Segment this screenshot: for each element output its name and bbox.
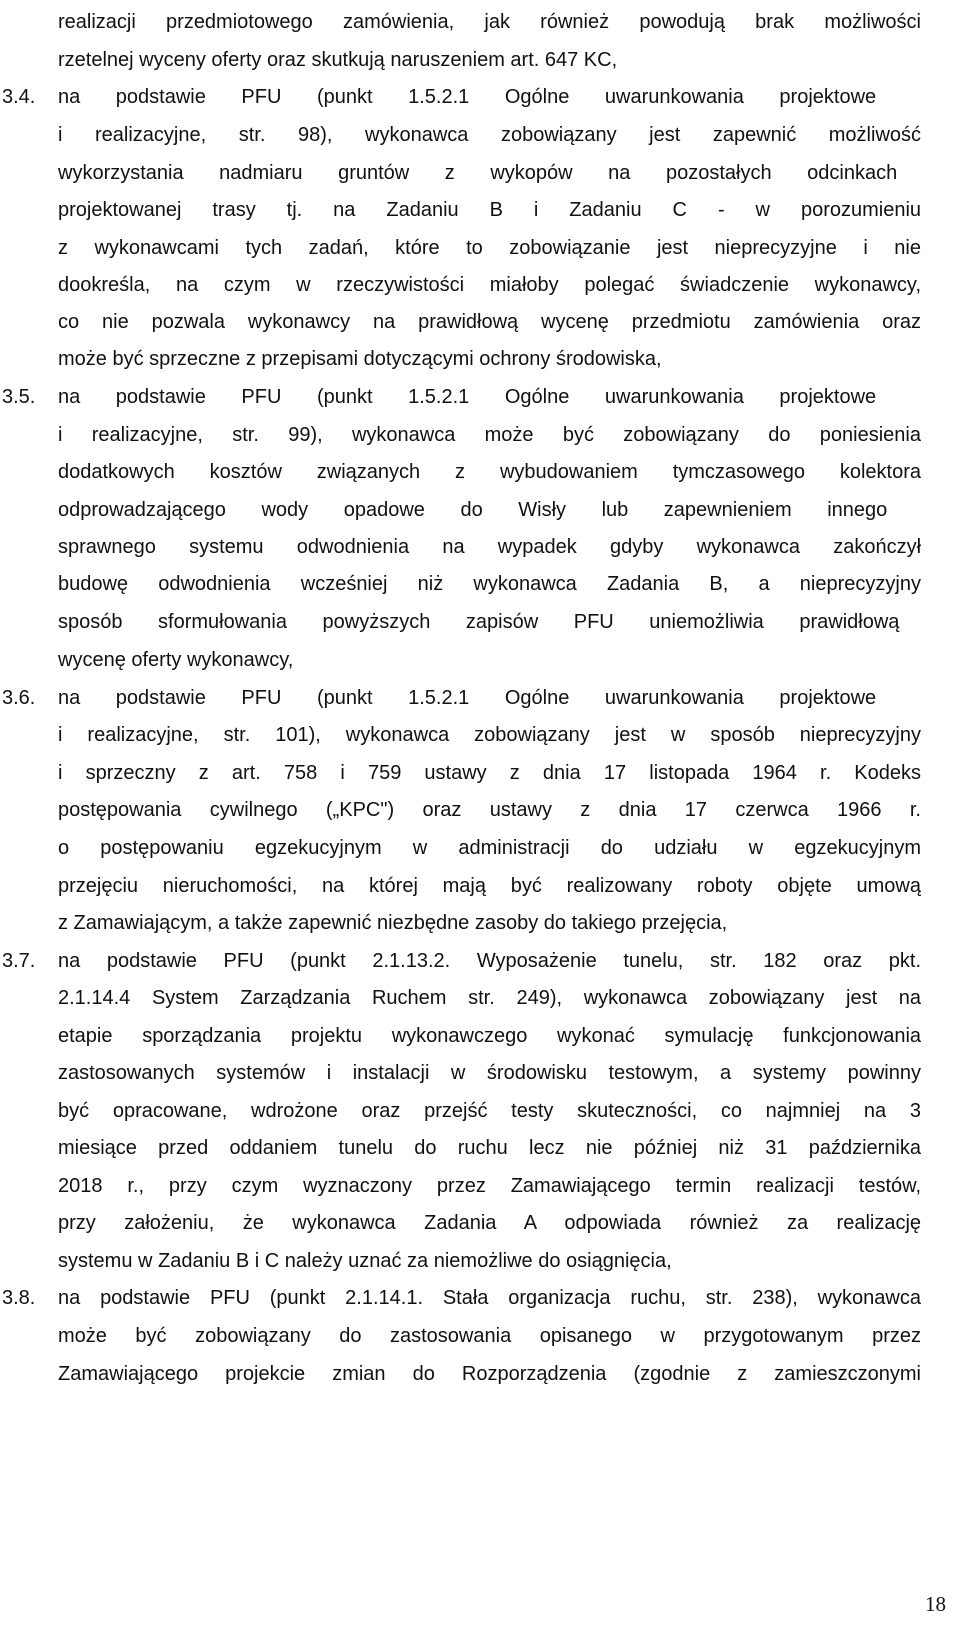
line-text: na podstawie PFU (punkt 2.1.14.1. Stała organizacja ruchu, str. 238), wykonawca [58, 1287, 921, 1309]
text-line [0, 753, 960, 793]
text-line [0, 866, 960, 906]
line-text: o postępowaniu egzekucyjnym w administracji do udziału w egzekucyjnym [58, 837, 921, 859]
text-line [0, 564, 960, 604]
text-line [0, 115, 960, 155]
text-line [0, 828, 960, 868]
line-text: zastosowanych systemów i instalacji w środowisku testowym, a systemy powinny [58, 1062, 921, 1084]
line-text: realizacji przedmiotowego zamówienia, jak również powodują brak możliwości [58, 11, 921, 33]
text-line [0, 602, 960, 642]
text-line [0, 1128, 960, 1168]
line-text: wykorzystania nadmiaru gruntów z wykopów na pozostałych odcinkach [58, 162, 898, 184]
text-line [0, 77, 960, 117]
text-line [0, 1278, 960, 1318]
line-text: Zamawiającego projekcie zmian do Rozporządzenia (zgodnie z zamieszczonymi [58, 1363, 921, 1385]
line-text: może być zobowiązany do zastosowania opisanego w przygotowanym przez [58, 1325, 922, 1347]
text-line [0, 640, 960, 680]
line-text: z wykonawcami tych zadań, które to zobowiązanie jest nieprecyzyjne i nie [58, 237, 921, 259]
line-text: sprawnego systemu odwodnienia na wypadek gdyby wykonawca zakończył [58, 536, 922, 558]
text-line [0, 377, 960, 417]
text-line [0, 1203, 960, 1243]
text-line [0, 302, 960, 342]
text-line [0, 1354, 960, 1394]
text-line [0, 452, 960, 492]
line-text: na podstawie PFU (punkt 1.5.2.1 Ogólne uwarunkowania projektowe [58, 687, 877, 709]
line-text: projektowanej trasy tj. na Zadaniu B i Zadaniu C - w porozumieniu [58, 199, 922, 221]
text-line [0, 339, 960, 379]
page-number: 18 [925, 1592, 946, 1616]
line-text: odprowadzającego wody opadowe do Wisły lub zapewnieniem innego [58, 499, 888, 521]
item-number: 3.6. [2, 687, 36, 709]
line-text: może być sprzeczne z przepisami dotyczącymi ochrony środowiska, [58, 348, 662, 370]
text-line [0, 715, 960, 755]
text-line [0, 190, 960, 230]
line-text: i realizacyjne, str. 101), wykonawca zobowiązany jest w sposób nieprecyzyjny [58, 724, 921, 746]
line-text: przy założeniu, że wykonawca Zadania A odpowiada również za realizację [58, 1212, 922, 1234]
line-text: na podstawie PFU (punkt 2.1.13.2. Wyposażenie tunelu, str. 182 oraz pkt. [58, 950, 922, 972]
text-line [0, 490, 960, 530]
item-number: 3.5. [2, 386, 36, 408]
line-text: przejęciu nieruchomości, na której mają być realizowany roboty objęte umową [58, 875, 921, 897]
line-text: dookreśla, na czym w rzeczywistości miałoby polegać świadczenie wykonawcy, [58, 274, 921, 296]
line-text: miesiące przed oddaniem tunelu do ruchu lecz nie później niż 31 października [58, 1137, 921, 1159]
text-line [0, 527, 960, 567]
line-text: budowę odwodnienia wcześniej niż wykonawca Zadania B, a nieprecyzyjny [58, 573, 921, 595]
line-text: być opracowane, wdrożone oraz przejść testy skuteczności, co najmniej na 3 [58, 1100, 921, 1122]
text-line [0, 903, 960, 943]
text-line [0, 40, 960, 80]
line-text: rzetelnej wyceny oferty oraz skutkują naruszeniem art. 647 KC, [58, 49, 618, 71]
item-number: 3.7. [2, 950, 36, 972]
line-text: wycenę oferty wykonawcy, [58, 649, 294, 671]
line-text: etapie sporządzania projektu wykonawczego wykonać symulację funkcjonowania [58, 1025, 922, 1047]
text-line [0, 1091, 960, 1131]
text-line [0, 1053, 960, 1093]
line-text: i realizacyjne, str. 98), wykonawca zobowiązany jest zapewnić możliwość [58, 124, 922, 146]
text-line [0, 978, 960, 1018]
line-text: i realizacyjne, str. 99), wykonawca może być zobowiązany do poniesienia [58, 424, 921, 446]
line-text: na podstawie PFU (punkt 1.5.2.1 Ogólne uwarunkowania projektowe [58, 86, 877, 108]
text-line [0, 678, 960, 718]
text-line [0, 1016, 960, 1056]
line-text: na podstawie PFU (punkt 1.5.2.1 Ogólne uwarunkowania projektowe [58, 386, 877, 408]
text-line [0, 153, 960, 193]
line-text: 2.1.14.4 System Zarządzania Ruchem str. 249), wykonawca zobowiązany jest na [58, 987, 922, 1009]
text-line [0, 1166, 960, 1206]
text-line [0, 415, 960, 455]
line-text: z Zamawiającym, a także zapewnić niezbędne zasoby do takiego przejęcia, [58, 912, 728, 934]
item-number: 3.8. [2, 1287, 36, 1309]
line-text: sposób sformułowania powyższych zapisów PFU uniemożliwia prawidłową [58, 611, 900, 633]
line-text: co nie pozwala wykonawcy na prawidłową wycenę przedmiotu zamówienia oraz [58, 311, 921, 333]
line-text: 2018 r., przy czym wyznaczony przez Zamawiającego termin realizacji testów, [58, 1175, 922, 1197]
text-line [0, 1316, 960, 1356]
text-line [0, 2, 960, 42]
item-number: 3.4. [2, 86, 36, 108]
text-line [0, 1241, 960, 1281]
line-text: i sprzeczny z art. 758 i 759 ustawy z dnia 17 listopada 1964 r. Kodeks [58, 762, 922, 784]
text-line [0, 941, 960, 981]
text-line [0, 790, 960, 830]
line-text: postępowania cywilnego („KPC") oraz ustawy z dnia 17 czerwca 1966 r. [58, 799, 921, 821]
text-line [0, 265, 960, 305]
text-line [0, 228, 960, 268]
line-text: dodatkowych kosztów związanych z wybudowaniem tymczasowego kolektora [58, 461, 922, 483]
line-text: systemu w Zadaniu B i C należy uznać za niemożliwe do osiągnięcia, [58, 1250, 672, 1272]
